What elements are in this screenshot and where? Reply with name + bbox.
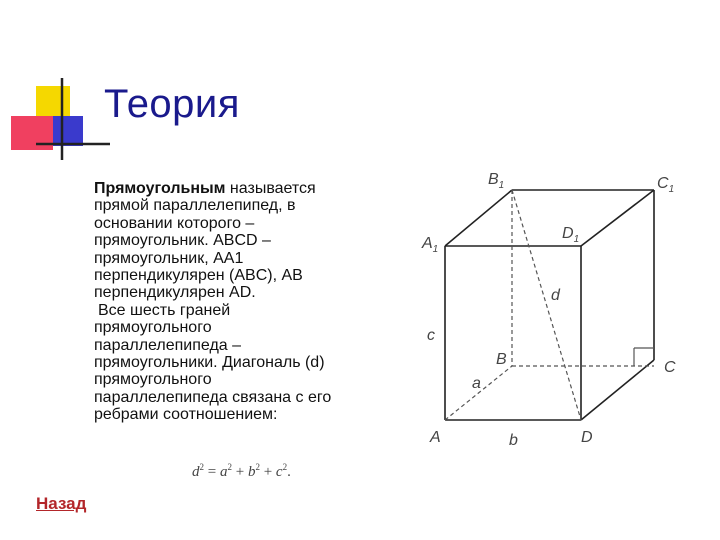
label-D1: $D_1$ (562, 225, 580, 245)
paragraph-2-line: Все шесть граней (98, 301, 231, 319)
label-C1: $C_1$ (657, 175, 675, 195)
logo-blue-square (53, 116, 83, 146)
formula-text: $d^2 = a^2 + b^2 + c^2$. (192, 462, 291, 480)
label-b: b (509, 432, 518, 449)
edge-D-C (581, 360, 654, 420)
paragraph-2-line: ребрами соотношением: (94, 406, 278, 424)
paragraph-1-line: прямой параллелепипед, в (94, 197, 296, 215)
paragraph-1-lines (94, 197, 394, 301)
parallelepiped-figure (410, 160, 720, 460)
label-B: B (496, 351, 507, 368)
label-A1: $A_1$ (422, 235, 439, 255)
paragraph-1-line: прямоугольник. ABCD – (94, 232, 271, 250)
logo-yellow-square (36, 86, 70, 120)
paragraph-2-line: параллелепипеда – (94, 336, 242, 354)
paragraph-1-line: перпендикулярен AD. (94, 284, 256, 302)
label-d: d (551, 287, 560, 304)
paragraph-1-first-line (94, 180, 394, 197)
theory-text (94, 180, 394, 424)
label-a: a (472, 375, 481, 392)
label-C: C (664, 359, 676, 376)
label-A: A (430, 429, 441, 446)
paragraph-2-line: прямоугольного (94, 371, 212, 389)
label-D: D (581, 429, 593, 446)
slide-logo (0, 0, 120, 170)
paragraph-1-line: прямоугольник, AA1 (94, 249, 244, 267)
label-B1: $B_1$ (488, 171, 505, 191)
paragraph-2-line: параллелепипеда связана с его (94, 388, 332, 406)
label-c: c (427, 327, 435, 344)
paragraph-1 (94, 180, 394, 302)
paragraph-2 (94, 302, 394, 424)
slide-title: Теория (104, 82, 240, 126)
first-line-rest: называется (225, 180, 316, 197)
paragraph-2-line: прямоугольного (94, 319, 212, 337)
edge-A1-B1 (445, 190, 512, 246)
paragraph-2-line: прямоугольники. Диагональ (d) (94, 354, 325, 372)
bold-term: Прямоугольным (94, 180, 226, 197)
edge-D1-C1 (581, 190, 654, 246)
paragraph-1-line: основании которого – (94, 214, 255, 232)
diagonal-formula (192, 458, 342, 484)
paragraph-1-line: перпендикулярен (ABC), AB (94, 267, 303, 285)
back-link[interactable]: Назад (36, 494, 87, 513)
